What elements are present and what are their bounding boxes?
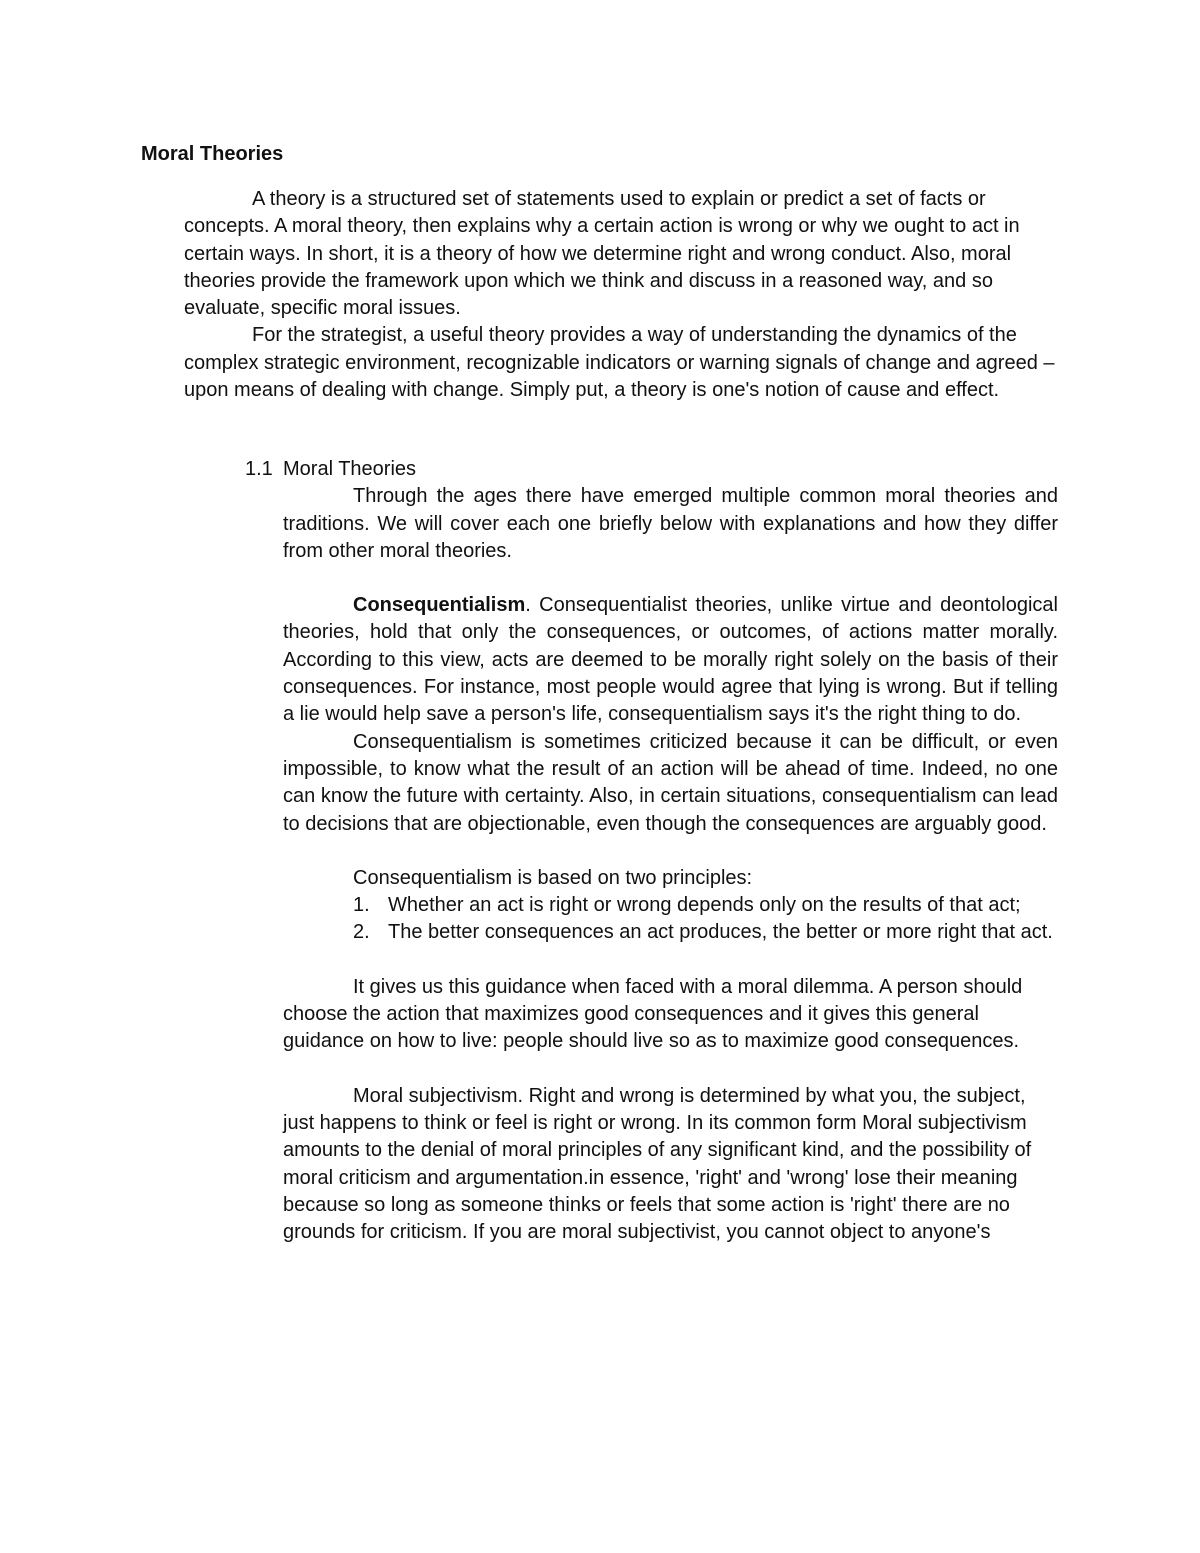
section-heading-text: Moral Theories xyxy=(283,458,417,480)
consequentialism-paragraph-2: Consequentialism is sometimes criticized because it can be difficult, or even impossible, to know what the result of an action will be ahead of time. Indeed, no one can know the future with certainty. Also, in certain situations, consequentialism can lead to decisions that are objectionable, even though the consequences are arguably good. xyxy=(283,730,1058,835)
principle-item-2 xyxy=(283,919,1058,946)
intro-section xyxy=(184,186,1056,404)
principle-number: 2. xyxy=(353,921,370,944)
consequentialism-paragraph-1 xyxy=(283,592,1058,728)
section-number: 1.1 xyxy=(245,458,273,480)
moral-theories-section xyxy=(245,456,1058,1246)
intro-paragraph-1: A theory is a structured set of statements used to explain or predict a set of facts or concepts. A moral theory, then explains why a certain action is wrong or why we ought to act in certain ways. In short, it is a theory of how we determine right and wrong conduct. Also, moral theories provide the framework upon which we think and discuss in a reasoned way, and so evaluate, specific moral issues. xyxy=(184,188,1020,320)
principle-text: Whether an act is right or wrong depends only on the results of that act; xyxy=(388,894,1021,917)
principle-number: 1. xyxy=(353,894,370,917)
consequentialism-definition: . Consequentialist theories, unlike virtue and deontological theories, hold that only the consequences, or outcomes, of actions matter morally. According to this view, acts are deemed to be morally right solely on the basis of their consequences. For instance, most people would agree that lying is wrong. But if telling a lie would help save a person's life, consequentialism says it's the right thing to do. xyxy=(283,594,1058,726)
principle-item-1 xyxy=(283,892,1058,919)
subjectivism-paragraph: Moral subjectivism. Right and wrong is determined by what you, the subject, just happens to think or feel is right or wrong. In its common form Moral subjectivism amounts to the denial of moral principles of any significant kind, and the possibility of moral criticism and argumentation.in essence, 'right' and 'wrong' lose their meaning because so long as someone thinks or feels that some action is 'right' there are no grounds for criticism. If you are moral subjectivist, you cannot object to anyone's xyxy=(283,1084,1032,1244)
principle-text: The better consequences an act produces, the better or more right that act. xyxy=(388,921,1053,944)
overview-paragraph: Through the ages there have emerged multiple common moral theories and traditions. We will cover each one briefly below with explanations and how they differ from other moral theories. xyxy=(283,485,1058,562)
principles-list xyxy=(283,892,1058,947)
consequentialism-term: Consequentialism xyxy=(353,594,526,617)
guidance-paragraph: It gives us this guidance when faced with a moral dilemma. A person should choose the action that maximizes good consequences and it gives this general guidance on how to live: people should live so as to maximize good consequences. xyxy=(283,975,1023,1053)
section-heading xyxy=(245,456,1020,483)
intro-paragraph-2: For the strategist, a useful theory provides a way of understanding the dynamics of the complex strategic environment, recognizable indicators or warning signals of change and agreed – upon means of dealing with change. Simply put, a theory is one's notion of cause and effect. xyxy=(184,324,1055,402)
page-title: Moral Theories xyxy=(141,143,284,165)
principles-intro: Consequentialism is based on two principles: xyxy=(353,866,753,889)
